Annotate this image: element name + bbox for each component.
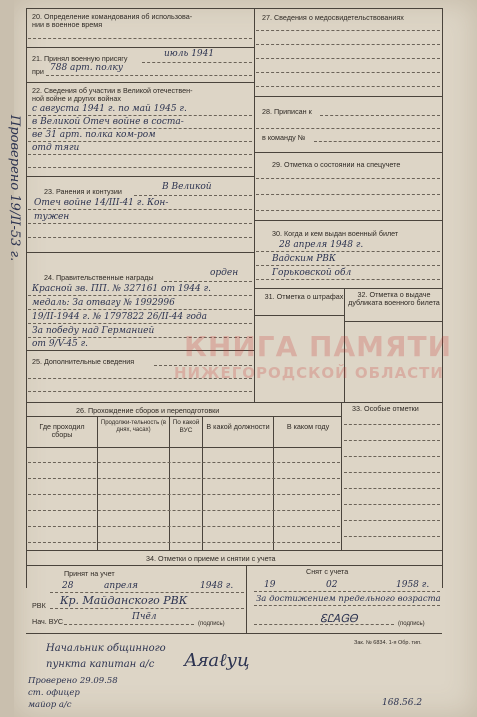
removed-reason: За достижением предельного возраста [256, 594, 441, 604]
accepted-day: 28 [62, 581, 74, 591]
field-22-label: 22. Сведения об участии в Великой отечествен- [32, 86, 193, 95]
document-sheet [14, 0, 477, 717]
field-23-value-2: Отеч войне 14/III-41 г. Кон- [34, 198, 169, 208]
bottom-note-3: Проверено 29.09.58 [28, 676, 118, 686]
field-23-value-3: тужен [34, 212, 70, 222]
field-22-value-2: в Великой Отеч войне в соста- [32, 117, 184, 127]
field-25-label: 25. Дополнительные сведения [32, 357, 135, 366]
accepted-label: Принят на учет [64, 569, 115, 578]
field-23-label: 23. Ранения и контузии [44, 187, 122, 196]
field-22-value-1: с августа 1941 г. по май 1945 г. [32, 104, 187, 114]
bottom-signature: Аᴙаℓуц [184, 650, 250, 671]
frame-top [26, 8, 442, 9]
table-26-header-place: Где проходил сборы [39, 422, 85, 439]
field-30-value-1: 28 апреля 1948 г. [279, 240, 364, 250]
field-20-label-2: нии в военное время [32, 20, 103, 29]
field-24-value-6: от 9/V-45 г. [32, 339, 89, 349]
archive-number: 168.56.2 [382, 698, 423, 708]
field-22-value-4: отд тяги [32, 143, 80, 153]
accepted-year: 1948 г. [200, 581, 234, 591]
field-22-value-3: ве 31 арт. полка ком-ром [32, 130, 156, 140]
field-21-value-date: июль 1941 [164, 49, 215, 59]
chief-signature: Пчёл [132, 612, 157, 622]
field-32-label: 32. Отметка о выдаче дубликата военного билета [348, 290, 440, 307]
table-26-title: 26. Прохождение сборов и переподготовки [76, 406, 220, 415]
margin-note: Проверено 19/II-53 г. [7, 115, 22, 262]
table-26-header-position: В какой должности [206, 422, 270, 431]
field-21-value-unit: 788 арт. полку [50, 63, 123, 73]
field-24-label: 24. Правительственные награды [44, 273, 154, 282]
rvk-value: Кр. Майданского РВК [60, 594, 188, 607]
field-21-pri: при [32, 67, 44, 76]
table-26-header-duration: Продолжи-тельность (в днях, часах) [100, 420, 167, 433]
removed-signature: ᏋᏝᎪᏀᎾ [320, 612, 358, 625]
field-30-label: 30. Когда и кем выдан военный билет [272, 229, 399, 238]
field-20-label: 20. Определение командования об использова- [32, 12, 193, 21]
field-28-command: в команду № [262, 133, 306, 142]
field-24-value-1: орден [210, 268, 239, 278]
bottom-note-4: ст. офицер [28, 688, 80, 698]
field-31-label: 31. Отметка о штрафах [264, 292, 344, 301]
field-28-label: 28. Приписан к [262, 107, 312, 116]
section-34-title: 34. Отметки о приеме и снятии с учета [146, 554, 276, 563]
table-26-header-year: В каком году [286, 422, 330, 431]
rvk-label: РВК [32, 601, 46, 610]
field-22-label-2: ной войне и других войнах [32, 94, 121, 103]
signature-caption-1: (подпись) [198, 621, 225, 627]
field-27-label: 27. Сведения о медосвидетельствованиях [262, 13, 404, 22]
field-29-label: 29. Отметка о состоянии на спецучете [272, 160, 401, 169]
bottom-note-5: майор а/с [28, 700, 72, 710]
chief-label: Нач. ВУС [32, 617, 64, 626]
bottom-note-1: Начальник общинного [46, 643, 166, 654]
signature-caption-2: (подпись) [398, 621, 425, 627]
field-24-value-4: 19/II-1944 г. № 1797822 26/II-44 года [32, 312, 207, 322]
field-30-value-3: Горьковской обл [272, 268, 352, 278]
field-33-label: 33. Особые отметки [352, 404, 419, 413]
field-24-value-3: медаль: За отвагу № 1992996 [32, 298, 175, 308]
frame-right [442, 8, 443, 588]
watermark-line-1: КНИГА ПАМЯТИ [184, 330, 453, 363]
field-23-value-1: В Великой [162, 182, 212, 192]
removed-year: 1958 г. [396, 580, 430, 590]
field-24-value-2: Красной зв. ПП. № 327161 от 1944 г. [32, 284, 212, 294]
field-30-value-2: Вадским РВК [272, 254, 336, 264]
watermark-line-2: НИЖЕГОРОДСКОЙ ОБЛАСТИ [174, 364, 444, 382]
bottom-note-2: пункта капитан а/с [46, 659, 155, 670]
removed-day: 19 [264, 580, 276, 590]
table-26-header-vus: По какой ВУС [172, 419, 200, 434]
removed-label: Снят с учета [306, 567, 349, 576]
field-21-label: 21. Принял военную присягу [32, 54, 128, 63]
removed-month: 02 [326, 580, 338, 590]
frame-left [26, 8, 27, 588]
accepted-month: апреля [104, 581, 138, 591]
field-24-value-5: За победу над Германией [32, 326, 155, 336]
print-info: Зак. № 6834. 1-я Обр. тип. [354, 640, 422, 646]
